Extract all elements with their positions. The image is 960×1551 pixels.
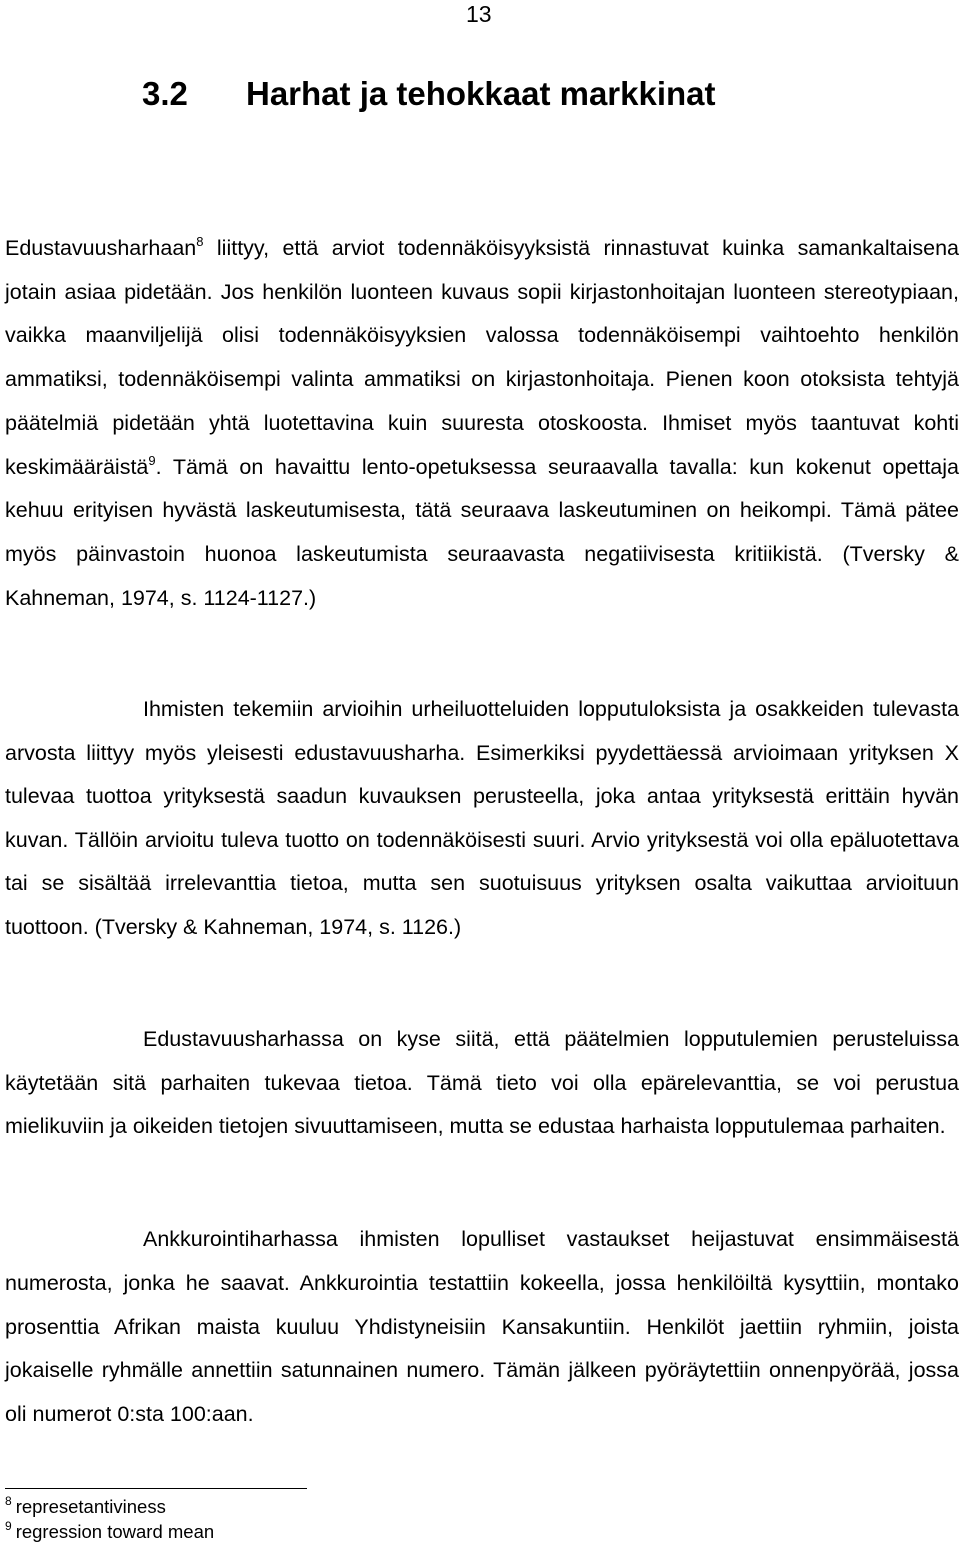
footnote-ref-9: 9 (148, 452, 156, 468)
footnote-8 (5, 1496, 166, 1518)
section-number: 3.2 (142, 75, 188, 112)
paragraph-2: Ihmisten tekemiin arvioihin urheiluotteluiden lopputuloksista ja osakkeiden tulevasta arvosta liittyy myös yleisesti edustavuusharha. Esimerkiksi pyydettäessä arvioimaan yrityksen X tulevaa tuottoa yrityksestä saadun kuvauksen perusteella, joka antaa yrityksestä erittäin hyvän kuvan. Tällöin arvioitu tuleva tuotto on todennäköisesti suuri. Arvio yrityksestä voi olla epäluotettava tai se sisältää irrelevanttia tietoa, mutta sen suotuisuus yrityksen osalta vaikuttaa arvioituun tuottoon. (Tversky & Kahneman, 1974, s. 1126.) (5, 697, 959, 939)
paragraph-1-text-c: . Tämä on havaittu lento-opetuksessa seuraavalla tavalla: kun kokenut opettaja kehuu erityisen hyvästä laskeutumisesta, tätä seuraava laskeutuminen on heikompi. Tämä pätee myös päinvastoin huonoa laskeutumista seuraavasta negatiivisesta kritiikistä. (Tversky & Kahneman, 1974, s. 1124-1127.) (5, 454, 959, 610)
section-title: Harhat ja tehokkaat markkinat (246, 75, 716, 112)
paragraph-1-text-a: Edustavuusharhaan (5, 236, 197, 260)
page-number: 13 (466, 1, 492, 27)
footnote-8-text: represetantiviness (15, 1496, 166, 1517)
footnote-ref-8: 8 (196, 234, 204, 249)
section-heading (142, 74, 716, 114)
footnote-divider (5, 1488, 307, 1489)
paragraph-1 (5, 227, 959, 620)
footnote-9-mark: 9 (5, 1519, 12, 1533)
paragraph-1-text-b: liittyy, että arviot todennäköisyyksistä rinnastuvat kuinka samankaltaisena jotain asiaa pidetään. Jos henkilön luonteen kuvaus sopii kirjastonhoitajan luonteen stereotypiaan, vaikka maanviljelijä olisi todennäköisyyksien valossa todennäköisempi vaihtoehto henkilön ammatiksi, todennäköisempi valinta ammatiksi on kirjastonhoitaja. Pienen koon otoksista tehtyjä päätelmiä pidetään yhtä luotettavina kuin suuresta otoskoosta. Ihmiset myös taantuvat kohti keskimääräistä (5, 236, 959, 479)
footnote-9 (5, 1521, 214, 1543)
paragraph-4: Ankkurointiharhassa ihmisten lopulliset vastaukset heijastuvat ensimmäisestä numerosta, jonka he saavat. Ankkurointia testattiin kokeella, jossa henkilöiltä kysyttiin, montako prosenttia Afrikan maista kuuluu Yhdistyneisiin Kansakuntiin. Henkilöt jaettiin ryhmiin, joista jokaiselle ryhmälle annettiin satunnainen numero. Tämän jälkeen pyöräytettiin onnenpyörää, jossa oli numerot 0:sta 100:aan. (5, 1227, 959, 1427)
footnote-8-mark: 8 (5, 1494, 12, 1508)
footnote-9-text: regression toward mean (15, 1521, 215, 1542)
paragraph-3: Edustavuusharhassa on kyse siitä, että päätelmien lopputulemien perusteluissa käytetään sitä parhaiten tukevaa tietoa. Tämä tieto voi olla epärelevanttia, se voi perustua mielikuviin ja oikeiden tietojen sivuuttamiseen, mutta se edustaa harhaista lopputulemaa parhaiten. (5, 1027, 959, 1139)
